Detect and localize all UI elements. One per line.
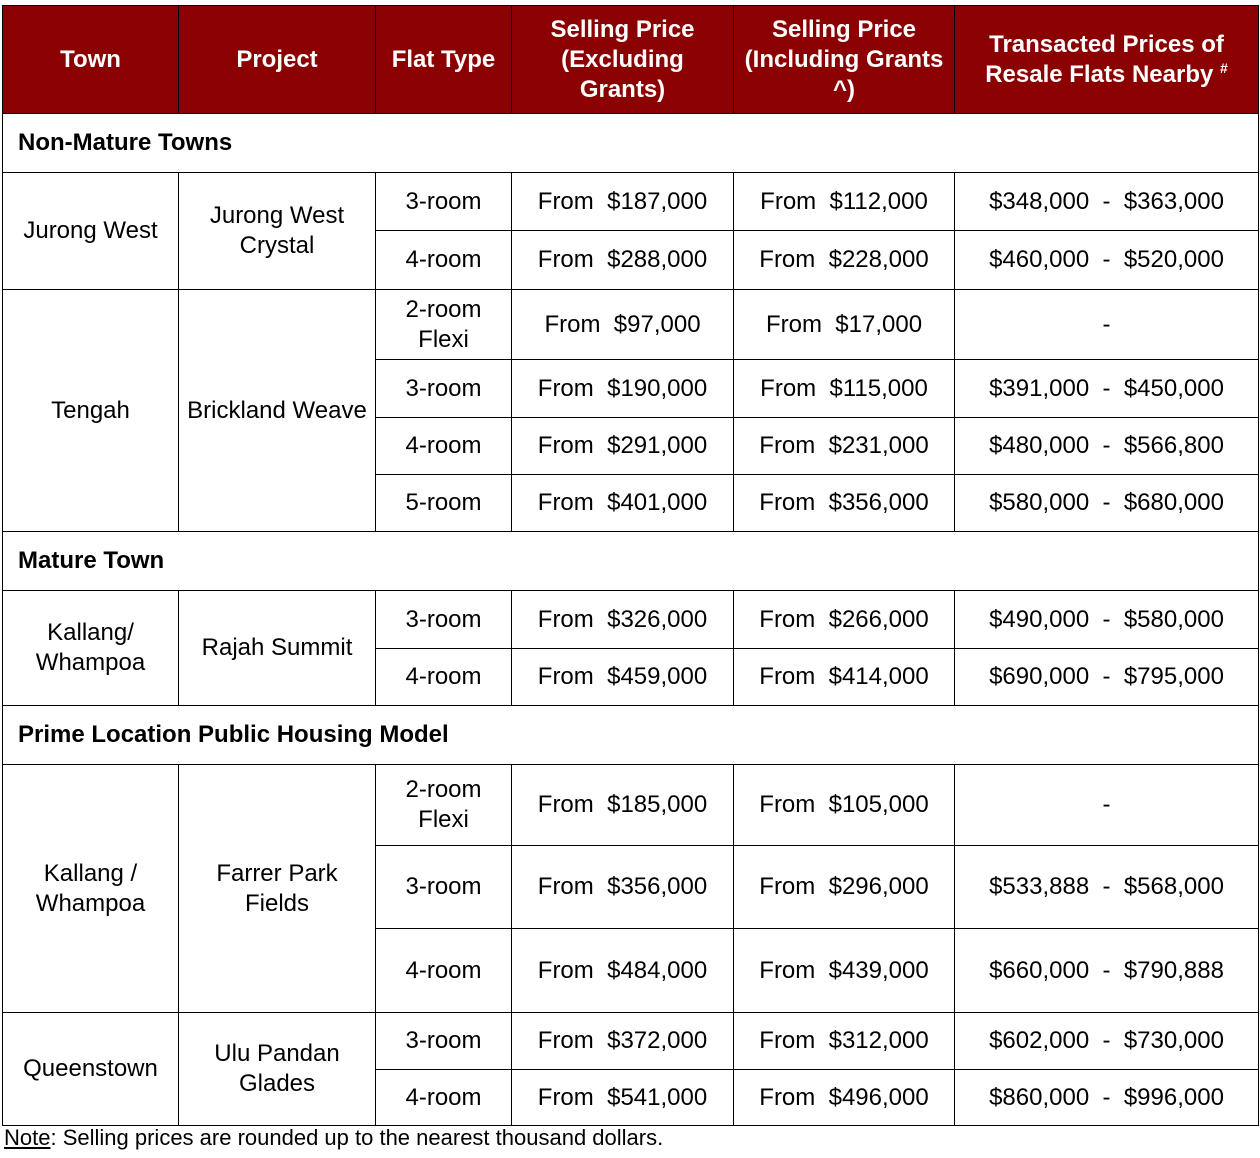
header-flat-type: Flat Type: [376, 6, 512, 114]
header-price-excl: Selling Price (Excluding Grants): [512, 6, 734, 114]
price-excl-cell: From $187,000: [512, 173, 734, 231]
resale-cell: $580,000 - $680,000: [955, 475, 1259, 532]
price-excl-cell: From $541,000: [512, 1070, 734, 1126]
price-excl-cell: From $97,000: [512, 290, 734, 360]
town-cell: Queenstown: [3, 1013, 179, 1126]
price-incl-cell: From $105,000: [734, 765, 955, 846]
price-excl-cell: From $190,000: [512, 360, 734, 418]
note-label: Note: [4, 1125, 51, 1150]
project-cell: Rajah Summit: [179, 591, 376, 706]
resale-cell: -: [955, 290, 1259, 360]
price-incl-cell: From $115,000: [734, 360, 955, 418]
price-excl-cell: From $326,000: [512, 591, 734, 649]
flat-type-cell: 4-room: [376, 649, 512, 706]
header-price-incl: Selling Price (Including Grants ^): [734, 6, 955, 114]
flat-type-cell: 3-room: [376, 1013, 512, 1070]
price-excl-cell: From $401,000: [512, 475, 734, 532]
flat-type-cell: 3-room: [376, 846, 512, 929]
project-cell: Brickland Weave: [179, 290, 376, 532]
price-incl-cell: From $228,000: [734, 231, 955, 290]
resale-cell: $480,000 - $566,800: [955, 418, 1259, 475]
section-non-mature: Non-Mature Towns: [3, 114, 1259, 173]
town-cell: Tengah: [3, 290, 179, 532]
price-incl-cell: From $312,000: [734, 1013, 955, 1070]
flat-type-cell: 3-room: [376, 360, 512, 418]
resale-cell: $348,000 - $363,000: [955, 173, 1259, 231]
table-row: [3, 173, 1259, 231]
note-text: : Selling prices are rounded up to the nearest thousand dollars.: [50, 1125, 664, 1150]
price-incl-cell: From $112,000: [734, 173, 955, 231]
flat-type-cell: 3-room: [376, 173, 512, 231]
table-row: [3, 1013, 1259, 1070]
section-mature: Mature Town: [3, 532, 1259, 591]
flat-type-cell: 3-room: [376, 591, 512, 649]
flat-type-cell: 4-room: [376, 1070, 512, 1126]
price-incl-cell: From $496,000: [734, 1070, 955, 1126]
section-plh: Prime Location Public Housing Model: [3, 706, 1259, 765]
table-row: [3, 591, 1259, 649]
price-incl-cell: From $231,000: [734, 418, 955, 475]
flat-type-cell: 4-room: [376, 418, 512, 475]
price-excl-cell: From $356,000: [512, 846, 734, 929]
price-excl-cell: From $291,000: [512, 418, 734, 475]
town-cell: Kallang / Whampoa: [3, 765, 179, 1013]
price-incl-cell: From $414,000: [734, 649, 955, 706]
resale-cell: $602,000 - $730,000: [955, 1013, 1259, 1070]
price-incl-cell: From $356,000: [734, 475, 955, 532]
header-project: Project: [179, 6, 376, 114]
resale-cell: $660,000 - $790,888: [955, 929, 1259, 1013]
price-excl-cell: From $288,000: [512, 231, 734, 290]
footnote: [4, 1124, 663, 1152]
flat-type-cell: 2-room Flexi: [376, 765, 512, 846]
table-row: [3, 290, 1259, 360]
flat-type-cell: 4-room: [376, 929, 512, 1013]
town-cell: Jurong West: [3, 173, 179, 290]
price-excl-cell: From $372,000: [512, 1013, 734, 1070]
resale-cell: -: [955, 765, 1259, 846]
header-resale-mark: #: [1220, 59, 1228, 76]
project-cell: Farrer Park Fields: [179, 765, 376, 1013]
header-row: [3, 6, 1259, 114]
price-incl-cell: From $439,000: [734, 929, 955, 1013]
resale-cell: $860,000 - $996,000: [955, 1070, 1259, 1126]
resale-cell: $490,000 - $580,000: [955, 591, 1259, 649]
flat-type-cell: 5-room: [376, 475, 512, 532]
table-row: [3, 765, 1259, 846]
price-table: [2, 5, 1259, 1126]
price-excl-cell: From $484,000: [512, 929, 734, 1013]
section-row: [3, 114, 1259, 173]
resale-cell: $690,000 - $795,000: [955, 649, 1259, 706]
price-excl-cell: From $459,000: [512, 649, 734, 706]
resale-cell: $533,888 - $568,000: [955, 846, 1259, 929]
price-incl-cell: From $266,000: [734, 591, 955, 649]
project-cell: Jurong West Crystal: [179, 173, 376, 290]
price-excl-cell: From $185,000: [512, 765, 734, 846]
flat-type-cell: 4-room: [376, 231, 512, 290]
resale-cell: $460,000 - $520,000: [955, 231, 1259, 290]
section-row: [3, 532, 1259, 591]
flat-type-cell: 2-room Flexi: [376, 290, 512, 360]
project-cell: Ulu Pandan Glades: [179, 1013, 376, 1126]
header-resale-label: Transacted Prices of Resale Flats Nearby: [985, 30, 1224, 88]
header-resale: [955, 6, 1259, 114]
resale-cell: $391,000 - $450,000: [955, 360, 1259, 418]
header-town: Town: [3, 6, 179, 114]
price-incl-cell: From $296,000: [734, 846, 955, 929]
section-row: [3, 706, 1259, 765]
price-incl-cell: From $17,000: [734, 290, 955, 360]
town-cell: Kallang/ Whampoa: [3, 591, 179, 706]
